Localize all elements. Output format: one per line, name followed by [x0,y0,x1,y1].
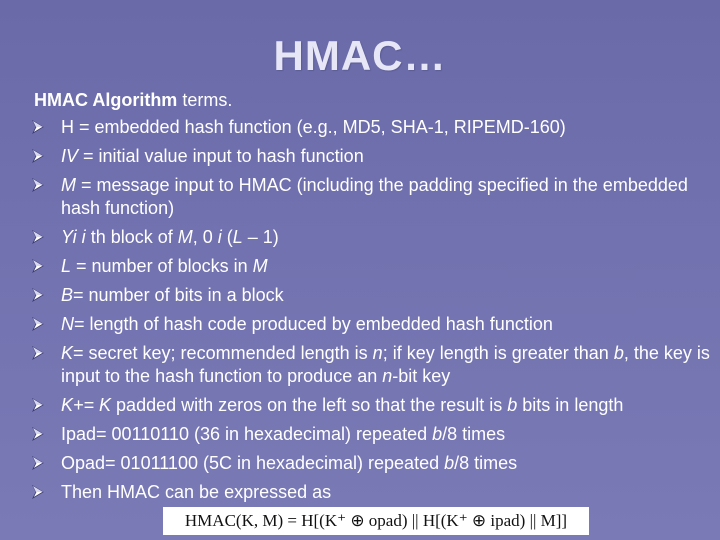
text-segment: Ipad= 00110110 (36 in hexadecimal) repeated [61,424,433,444]
text-segment: n [382,366,393,386]
arrow-bullet-icon [31,230,45,244]
bullet-item [34,226,710,249]
arrow-bullet-icon [31,288,45,302]
text-segment: /8 times [442,424,506,444]
text-segment: , 0 [192,227,218,247]
text-segment: = initial value input to hash function [78,146,364,166]
text-segment: /8 times [454,453,518,473]
arrow-bullet-icon [31,485,45,499]
text-segment: L [61,256,72,276]
slide-title: HMAC… [273,32,447,79]
text-segment: padded with zeros on the left so that the result is [111,395,508,415]
bullet-item [34,116,710,139]
text-segment: th block of [85,227,178,247]
text-segment: – 1) [242,227,279,247]
text-segment: ( [221,227,233,247]
bullet-list [34,116,710,504]
arrow-bullet-icon [31,149,45,163]
arrow-bullet-icon [31,398,45,412]
arrow-bullet-icon [31,456,45,470]
text-segment: N [61,314,74,334]
arrow-bullet-icon [31,317,45,331]
text-segment: terms. [177,90,233,110]
text-segment: ; if key length is greater than [382,343,614,363]
arrow-bullet-icon [31,346,45,360]
bullet-item [34,394,710,417]
text-segment: H = embedded hash function (e.g., MD5, SHA-1, RIPEMD-160) [61,117,566,137]
text-segment: n [372,343,383,363]
bullet-item [34,452,710,475]
text-segment: b [507,395,518,415]
bullet-item [34,481,710,504]
bullet-item [34,174,710,220]
text-segment: K [61,343,74,363]
text-segment: L [232,227,243,247]
text-segment: i [217,227,222,247]
text-segment: K+= K [61,395,112,415]
arrow-bullet-icon [31,120,45,134]
arrow-bullet-icon [31,178,45,192]
text-segment: b [613,343,624,363]
bullet-item [34,284,710,307]
text-segment: M [252,256,268,276]
text-segment: Yi i [61,227,86,247]
text-segment: = length of hash code produced by embedded hash function [74,314,553,334]
text-segment: HMAC Algorithm [34,90,178,110]
text-segment: b [444,453,455,473]
text-segment: Opad= 01011100 (5C in hexadecimal) repeated [61,453,445,473]
text-segment: Then HMAC can be expressed as [61,482,332,502]
slide-content [34,88,710,510]
text-segment: , the key is input to the hash function to produce an [61,343,710,386]
text-segment: = number of blocks in [71,256,253,276]
bullet-item [34,145,710,168]
text-segment: = message input to HMAC (including the padding specified in the embedded hash function) [61,175,688,218]
bullet-item [34,423,710,446]
arrow-bullet-icon [31,427,45,441]
intro-line [34,88,710,112]
text-segment: = secret key; recommended length is [73,343,373,363]
hmac-formula: HMAC(K, M) = H[(K⁺ ⊕ opad) || H[(K⁺ ⊕ ipad) || M]] [163,507,589,535]
text-segment: -bit key [392,366,451,386]
text-segment: B [61,285,74,305]
arrow-bullet-icon [31,259,45,273]
text-segment: M [177,227,193,247]
text-segment: bits in length [517,395,624,415]
text-segment: = number of bits in a block [73,285,284,305]
text-segment: IV [61,146,79,166]
text-segment: M [61,175,76,195]
bullet-item [34,313,710,336]
text-segment: b [432,424,443,444]
bullet-item [34,255,710,278]
bullet-item [34,342,710,388]
